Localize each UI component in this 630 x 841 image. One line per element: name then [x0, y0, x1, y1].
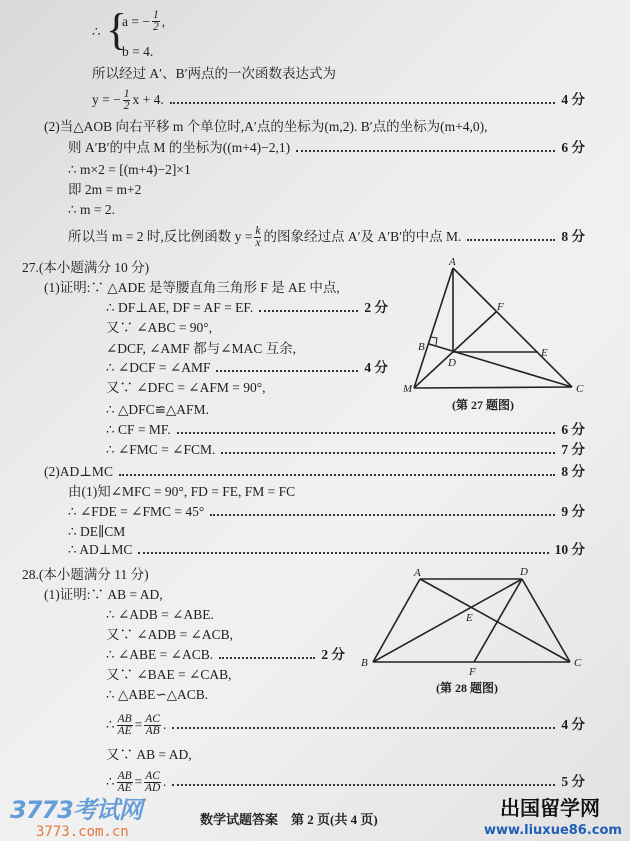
score-points: 5 分: [561, 774, 585, 789]
text-run: ∴ ∠FMC = ∠FCM.: [106, 442, 216, 457]
text-run: (1)证明:∵ △ADE 是等腰直角三角形 F 是 AE 中点,: [44, 280, 340, 295]
label-E: E: [541, 347, 548, 359]
text-run: ∴ △ABE∽△ACB.: [106, 687, 209, 702]
label-A: A: [449, 256, 456, 268]
text-run: ∴ DE∥CM: [68, 524, 126, 539]
score-points: 4 分: [364, 360, 388, 375]
text-run: ∴ ∠ADB = ∠ABE.: [106, 607, 214, 622]
figure-27-caption: (第 27 题图): [452, 398, 514, 412]
text-run: .: [162, 717, 167, 732]
denominator: AE: [117, 781, 132, 794]
label-F: F: [497, 301, 504, 313]
score-points: 4 分: [561, 717, 585, 732]
text-run: ∴ △DFC≌△AFM.: [106, 402, 209, 417]
text-run: x + 4.: [132, 92, 164, 107]
score-points: 6 分: [561, 422, 585, 437]
text-run: 的图象经过点 A′及 A′B′的中点 M.: [263, 229, 462, 244]
watermark-url-right: www.liuxue86.com: [484, 823, 622, 838]
text-run: ∴: [106, 774, 115, 789]
numerator: AC: [145, 712, 160, 725]
text-run: 所以当 m = 2 时,反比例函数 y =: [68, 229, 253, 244]
text-run: 又∵ ∠DFC = ∠AFM = 90°,: [106, 380, 266, 395]
text-run: ∴ DF⊥AE, DF = AF = EF.: [106, 300, 254, 315]
line-AC: [420, 579, 570, 662]
score-points: 2 分: [321, 647, 345, 662]
numerator: 1: [152, 9, 159, 21]
text-run: 则 A′B′的中点 M 的坐标为((m+4)−2,1): [68, 140, 291, 155]
figure-28-caption: (第 28 题图): [436, 681, 498, 695]
label-M: M: [403, 383, 413, 395]
text-run: 又∵ ∠BAE = ∠CAB,: [106, 667, 232, 682]
text-run: 28.(本小题满分 11 分): [22, 567, 149, 582]
brace: {: [106, 5, 128, 54]
equation-a-lhs: a = −: [122, 13, 150, 29]
watermark-url-left: 3773.com.cn: [36, 824, 129, 840]
text-run: 又∵ ∠ADB = ∠ACB,: [106, 627, 233, 642]
score-points: 10 分: [554, 542, 585, 557]
text-run: ∴: [106, 717, 115, 732]
text-run: 由(1)知∠MFC = 90°, FD = FE, FM = FC: [68, 484, 296, 499]
text-run: ∴ ∠ABE = ∠ACB.: [106, 647, 214, 662]
text-run: ∴ ∠FDE = ∠FMC = 45°: [68, 504, 205, 519]
text-run: ∴ m = 2.: [68, 202, 115, 217]
numerator: AC: [145, 769, 160, 782]
text-run: (2)AD⊥MC: [44, 464, 113, 479]
label-E: E: [466, 612, 473, 624]
watermark-logo-right: 出国留学网: [500, 796, 600, 820]
denominator: AE: [117, 724, 132, 737]
equation-b: b = 4.: [122, 44, 154, 59]
label-B: B: [418, 341, 425, 353]
label-D: D: [448, 357, 456, 369]
score-points: 8 分: [561, 464, 585, 479]
line-MC: [414, 387, 572, 388]
score-points: 7 分: [561, 442, 585, 457]
watermark-logo-left: 3773考试网: [10, 796, 142, 824]
label-B: B: [361, 657, 368, 669]
text-run: (2)当△AOB 向右平移 m 个单位时,A′点的坐标为(m,2). B′点的坐标为(m+4,0),: [44, 119, 488, 134]
equation-a-post: ,: [161, 13, 166, 29]
line-BD: [373, 579, 522, 662]
text-run: ∠DCF, ∠AMF 都与∠MAC 互余,: [106, 341, 297, 356]
text-run: .: [162, 774, 167, 789]
score-points: 8 分: [561, 229, 585, 244]
text-run: y = −: [92, 92, 121, 107]
denominator: x: [255, 236, 261, 249]
therefore-symbol: ∴: [92, 24, 101, 39]
label-D: D: [520, 566, 528, 578]
label-C: C: [576, 383, 584, 395]
score-points: 2 分: [364, 300, 388, 315]
denominator: AB: [145, 724, 160, 737]
figure-27: [414, 268, 572, 388]
text-run: ∴ m×2 = [(m+4)−2]×1: [68, 162, 191, 177]
numerator: AB: [117, 712, 132, 725]
denominator: 2: [123, 99, 130, 112]
text-run: =: [134, 774, 143, 789]
label-A: A: [414, 567, 421, 579]
denominator: AD: [144, 781, 161, 794]
text-run: 又∵ AB = AD,: [106, 747, 192, 762]
text-run: ∴ CF = MF.: [106, 422, 171, 437]
label-F: F: [469, 666, 476, 678]
text-run: ∴ AD⊥MC: [68, 542, 133, 557]
label-C: C: [574, 657, 582, 669]
text-run: 27.(本小题满分 10 分): [22, 260, 150, 275]
line-DF: [474, 579, 522, 662]
score-points: 4 分: [561, 92, 585, 107]
text-run: ∴ ∠DCF = ∠AMF: [106, 360, 211, 375]
right-angle-mark: [431, 337, 437, 345]
denominator: 2: [152, 21, 159, 33]
numerator: 1: [123, 87, 130, 100]
text-run: 所以经过 A′、B′两点的一次函数表达式为: [92, 66, 337, 81]
score-points: 6 分: [561, 140, 585, 155]
page-footer: 数学试题答案 第 2 页(共 4 页): [200, 812, 378, 827]
numerator: k: [255, 224, 261, 237]
text-run: 即 2m = m+2: [68, 182, 142, 197]
text-run: =: [134, 717, 143, 732]
text-run: 又∵ ∠ABC = 90°,: [106, 320, 213, 335]
text-run: (1)证明:∵ AB = AD,: [44, 587, 163, 602]
score-points: 9 分: [561, 504, 585, 519]
numerator: AB: [117, 769, 132, 782]
